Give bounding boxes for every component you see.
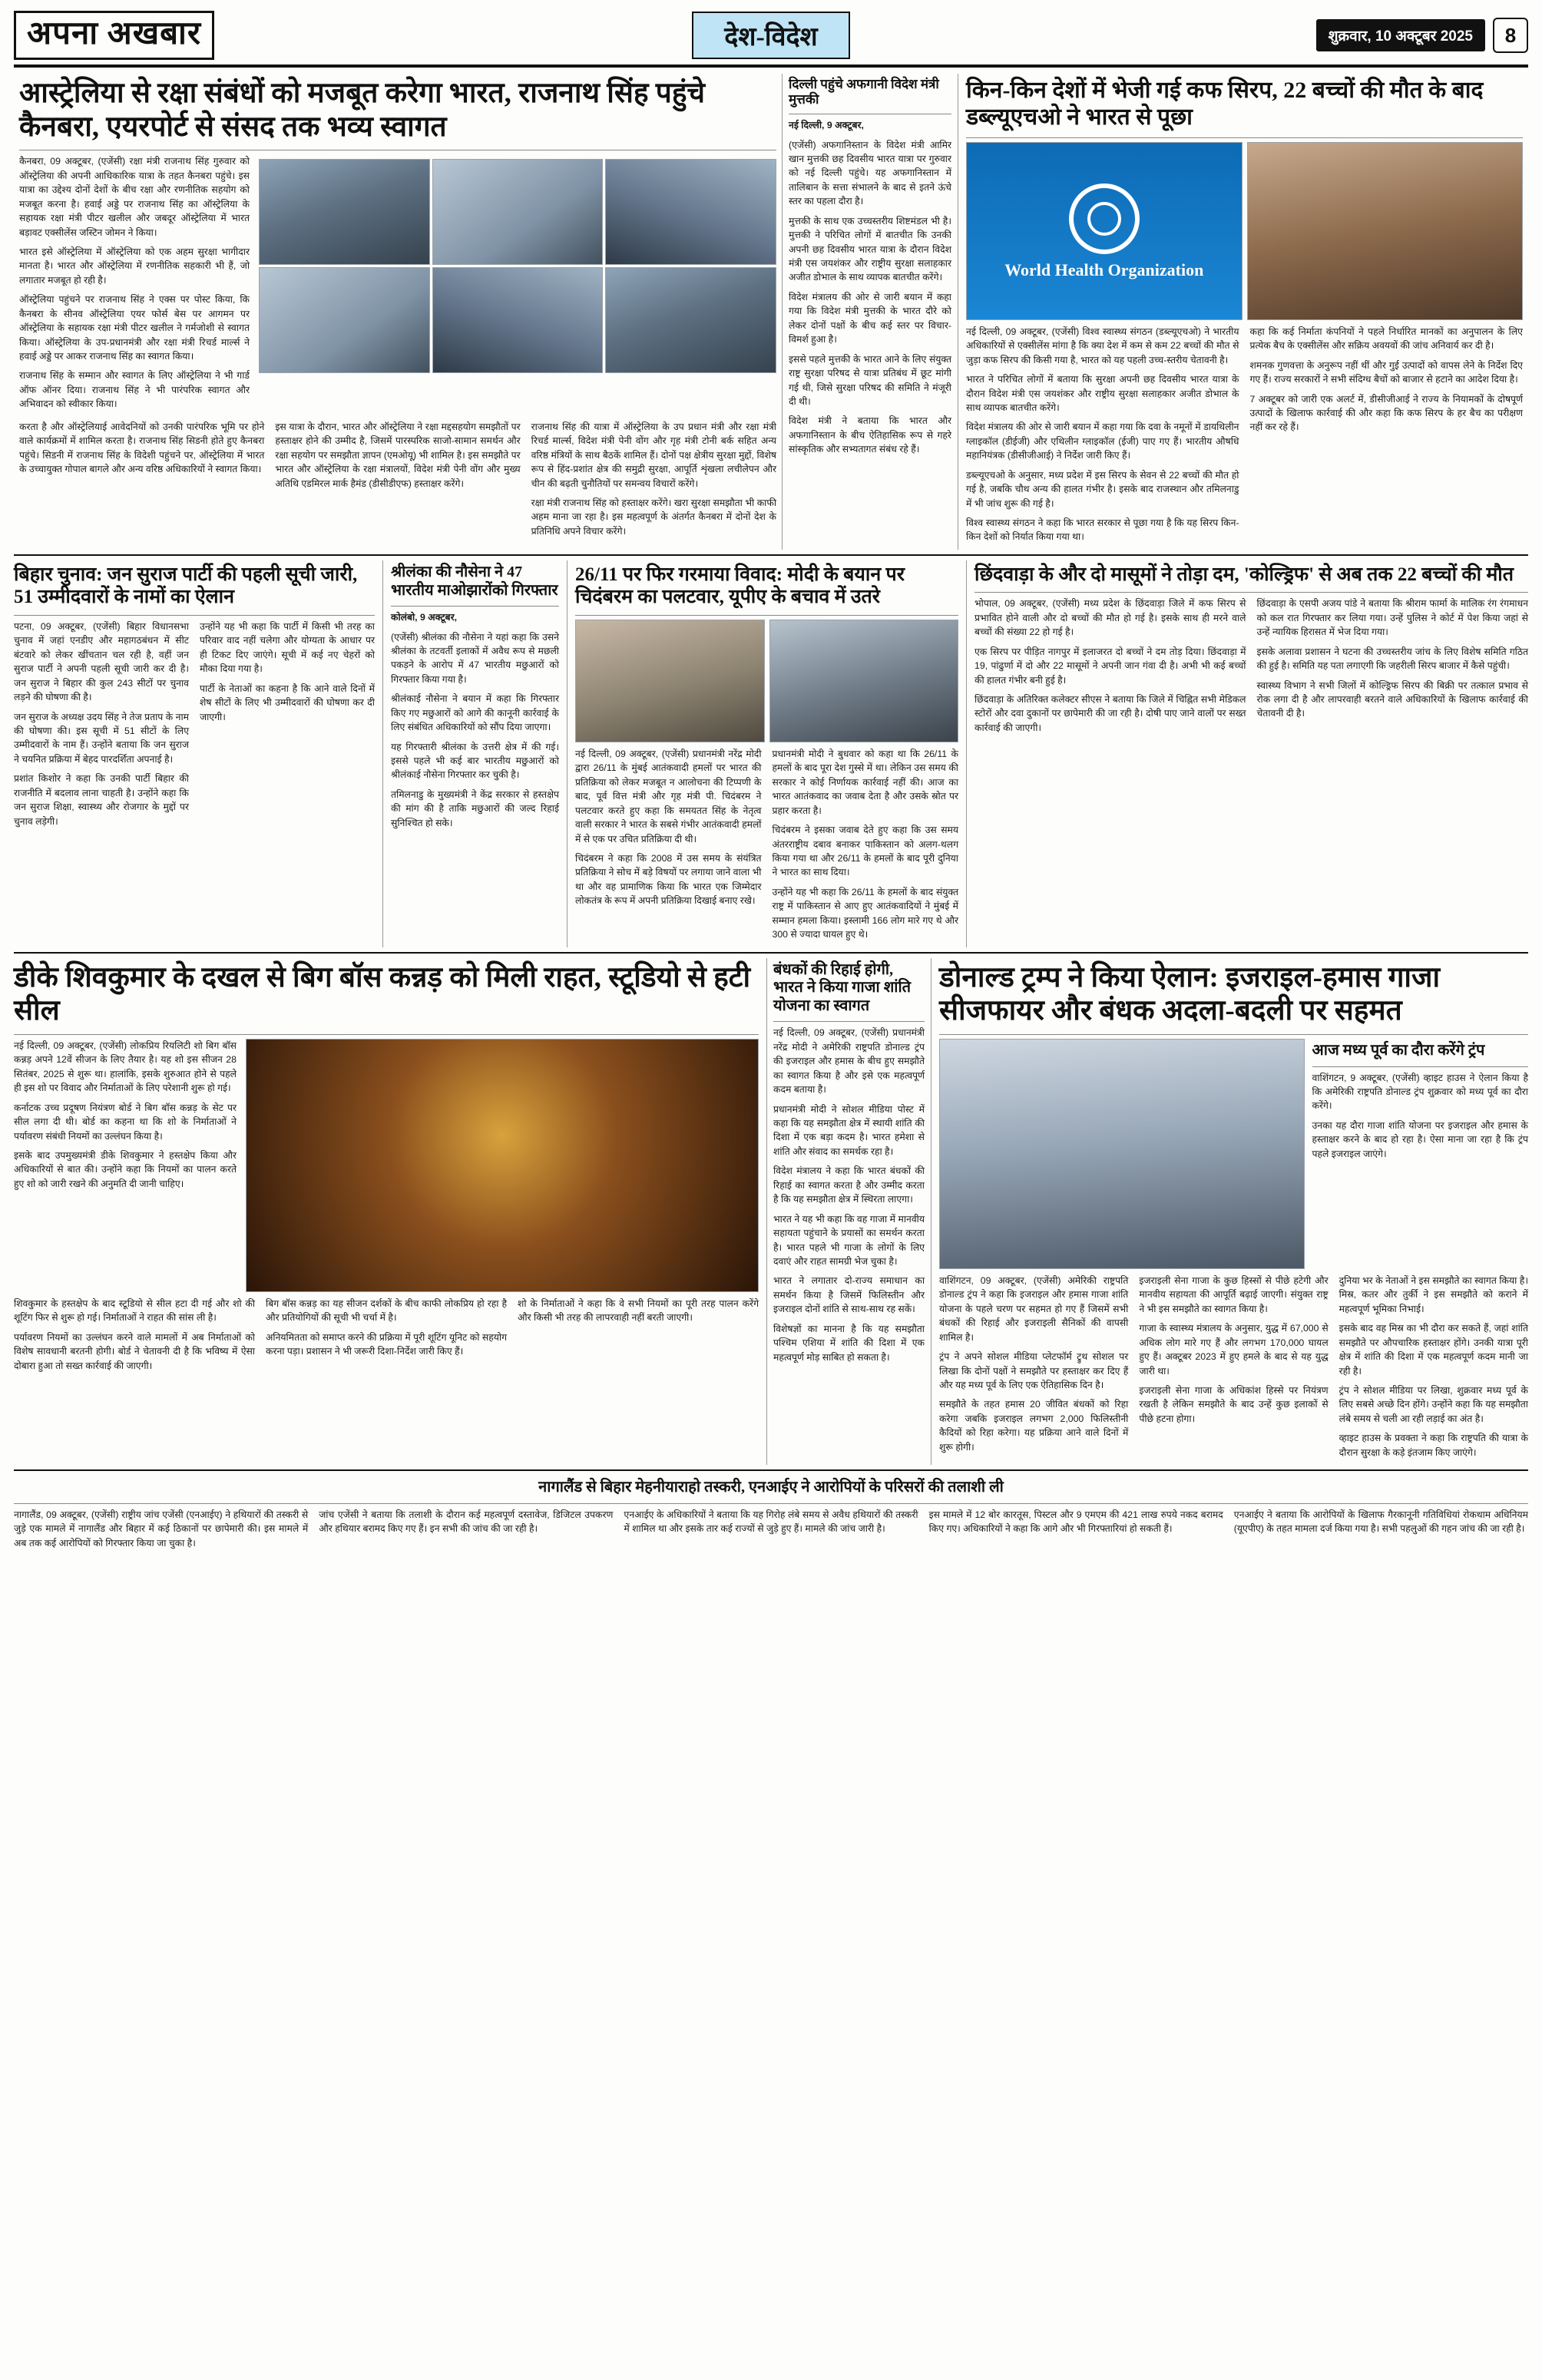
who-para-7: 7 अक्टूबर को जारी एक अलर्ट में, डीसीजीआई ने राज्य के नियामकों के दोषपूर्ण उत्पादों के खिलाफ कार्रवाई की और कहा कि कफ सिरप के हर बैच का परीक्षण नहीं कर रहे हैं। <box>1249 393 1523 433</box>
afghan-para-0: (एजेंसी) अफगानिस्तान के विदेश मंत्री आमिर खान मुत्तकी छह दिवसीय भारत यात्रा पर गुरुवार को नई दिल्ली पहुंचे। यह अफगानिस्तान में तालिबान के सत्ता संभालने के बाद से इतने ऊंचे स्तर का पहला दौरा है। <box>789 139 951 207</box>
srilanka-dateline: कोलंबो, 9 अक्टूबर, <box>391 612 458 623</box>
chidambaram-story <box>567 560 966 947</box>
chidambaram-para-1: चिदंबरम ने कहा कि 2008 में उस समय के संयंत्रित प्रतिक्रिया ने सोच में बड़े विषयों पर लगाया जाने वाला भी था और वह प्रामाणिक किया कि भारत एक जिम्मेदार लोकतंत्र के रूप में अपनी प्रतिक्रिया दिखाई बनाए रखे। <box>575 852 762 907</box>
photo-cough-syrup-bottles <box>1247 142 1524 320</box>
lead-col-1 <box>19 420 264 544</box>
trump-side-para-0: वाशिंगटन, 9 अक्टूबर, (एजेंसी) व्हाइट हाउस ने ऐलान किया है कि अमेरिकी राष्ट्रपति डोनाल्ड ट्रंप शुक्रवार को मध्य पूर्व का दौरा करेंगे। <box>1312 1072 1528 1112</box>
lead-headline: आस्ट्रेलिया से रक्षा संबंधों को मजबूत करेगा भारत, राजनाथ सिंह पहुंचे कैनबरा, एयरपोर्ट से संसद तक भव्य स्वागत <box>19 78 705 143</box>
photo-who-logo <box>966 142 1243 320</box>
lead-para-7: रक्षा मंत्री राजनाथ सिंह को हस्ताक्षर करेंगे। खरा सुरक्षा समझौता भी काफी अहम माना जा रहा है। इस महत्वपूर्ण के अंतर्गत कैनबरा में दोनों देश के प्रतिनिधि अपने विचार करेंगे। <box>531 497 776 537</box>
masthead-left <box>14 11 352 60</box>
srilanka-para-1: श्रीलंकाई नौसेना ने बयान में कहा कि गिरफ्तार किए गए मछुआरों को आगे की कानूनी कार्रवाई के लिए संबंधित अधिकारियों को सौंप दिया जाएगा। <box>391 693 559 733</box>
issue-date: शुक्रवार, 10 अक्टूबर 2025 <box>1316 19 1485 51</box>
chidambaram-para-4: उन्होंने यह भी कहा कि 26/11 के हमलों के बाद संयुक्त राष्ट्र में पाकिस्तान से आए हुए आतंकवादियों ने मुंबई में सम्मान हमला किया। इस्लामी 166 लोग मारे गए थे और 300 से ज्यादा घायल हुए थे। <box>772 886 958 940</box>
srilanka-story <box>382 560 567 947</box>
lead-photo-grid <box>259 159 776 373</box>
who-emblem-icon <box>1069 183 1140 254</box>
bihar-col-1 <box>14 620 189 834</box>
chhindwara-headline: छिंदवाड़ा के और दो मासूमों ने तोड़ा दम, 'कोल्ड्रिफ' से अब तक 22 बच्चों की मौत <box>975 564 1514 585</box>
chidambaram-para-2: प्रधानमंत्री मोदी ने बुधवार को कहा था कि 26/11 के हमलों के बाद पूरा देश गुस्से में था। लेकिन उस समय की सरकार ने कोई निर्णायक कार्रवाई नहीं की। आज का भारत आतंकवाद का जवाब देता है और उसके स्रोत पर प्रहार करता है। <box>772 748 958 816</box>
bottom-para-2: एनआईए के अधिकारियों ने बताया कि यह गिरोह लंबे समय से अवैध हथियारों की तस्करी में शामिल था और इसके तार कई राज्यों से जुड़े हुए हैं। मामले की जांच जारी है। <box>624 1509 918 1535</box>
band-middle <box>14 560 1528 947</box>
bottom-story <box>14 1469 1528 1555</box>
bottom-para-4: एनआईए ने बताया कि आरोपियों के खिलाफ गैरकानूनी गतिविधियां रोकथाम अधिनियम (यूएपीए) के तहत मामला दर्ज किया गया है। सभी पहलुओं की गहन जांच की जा रही है। <box>1233 1509 1528 1535</box>
trump-col-2 <box>1139 1274 1328 1465</box>
shivkumar-story <box>14 958 766 1466</box>
lead-para-4: करता है और ऑस्ट्रेलियाई आवेदनियों को उनकी पारंपरिक भूमि पर होने वाले कार्यक्रमों में शामिल करता है। राजनाथ सिंह सिडनी होते हुए कैनबरा पहुंचे। सिडनी में राजनाथ सिंह के विदेशी पहुंचने पर, ऑस्ट्रेलिया में भारत के उच्चायुक्त गोपाल बागले और अन्य वरिष्ठ अधिकारियों ने स्वागत किया। <box>19 421 265 475</box>
trump-side-para-1: उनका यह दौरा गाजा शांति योजना पर इजराइल और हमास के हस्ताक्षर करने के बाद हो रहा है। ऐसा माना जा रहा है कि ट्रंप पहले इजराइल जाएंगे। <box>1312 1119 1528 1159</box>
hostage-para-3: भारत ने यह भी कहा कि वह गाजा में मानवीय सहायता पहुंचाने के प्रयासों का समर्थन करता है। भारत पहले भी गाजा के लोगों के लिए दवाएं और राहत सामग्री भेज चुका है। <box>773 1213 925 1267</box>
hostage-para-0: नई दिल्ली, 09 अक्टूबर, (एजेंसी) प्रधानमंत्री नरेंद्र मोदी ने अमेरिकी राष्ट्रपति डोनाल्ड ट्रंप की इजराइल और हमास के बीच हुए समझौते का स्वागत किया है और इसे एक महत्वपूर्ण कदम बताया है। <box>773 1027 925 1096</box>
who-logo-block <box>967 143 1242 320</box>
trump-story <box>931 958 1528 1466</box>
srilanka-headline: श्रीलंका की नौसेना ने 47 भारतीय माओझारोंको गिरफ्तार <box>391 563 558 599</box>
chhindwara-para-3: छिंदवाड़ा के एसपी अजय पांडे ने बताया कि श्रीराम फार्मा के मालिक रंग रंगमाधन को कल रात गिरफ्तार कर लिया गया। उन्हें पुलिस ने कोर्ट में पेश किया जहां से उन्हें न्यायिक हिरासत में भेज दिया गया। <box>1256 598 1528 638</box>
hostage-para-2: विदेश मंत्रालय ने कहा कि भारत बंधकों की रिहाई का स्वागत करता है और उम्मीद करता है कि यह समझौता क्षेत्र में स्थिरता लाएगा। <box>773 1165 925 1205</box>
trump-para-2: समझौते के तहत हमास 20 जीवित बंधकों को रिहा करेगा जबकि इजराइल लगभग 2,000 फिलिस्तीनी कैदियों को रिहा करेगा। यह प्रक्रिया आने वाले दिनों में शुरू होगी। <box>939 1399 1129 1453</box>
masthead-right <box>1190 11 1528 60</box>
afghan-para-4: विदेश मंत्री ने बताया कि भारत और अफगानिस्तान के बीच ऐतिहासिक रूप से गहरे सांस्कृतिक और सभ्यतागत संबंध रहे हैं। <box>789 415 951 455</box>
band-bottom <box>14 958 1528 1466</box>
divider-band2 <box>14 952 1528 954</box>
trump-col-3 <box>1339 1274 1528 1465</box>
lead-para-2: ऑस्ट्रेलिया पहुंचने पर राजनाथ सिंह ने एक्स पर पोस्ट किया, कि कैनबरा के सीनव ऑस्ट्रेलिया एयर फोर्स बेस पर आगमन पर ऑस्ट्रेलिया के सहायक रक्षा मंत्री पीटर खलील ने गर्मजोशी से स्वागत किया। ऑस्ट्रेलिया के उप-प्रधानमंत्री और रक्षा मंत्री रिचर्ड मार्ल्स ने हवाई अड्डे पर आकर राजनाथ सिंह का स्वागत किया। <box>19 294 250 362</box>
photo-narendra-modi <box>575 620 765 742</box>
afghan-dateline: नई दिल्ली, 9 अक्टूबर, <box>789 120 864 131</box>
lead-para-5: इस यात्रा के दौरान, भारत और ऑस्ट्रेलिया ने रक्षा मद्दसहयोग समझौतों पर हस्ताक्षर होने की उम्मीद है, जिसमें पारस्परिक साजो-सामान समर्थन और रक्षा सहयोग पर समझौता ज्ञापन (एमओयू) भी शामिल है। इस समझौते पर भारत और ऑस्ट्रेलिया के रक्षा मंत्रालयों, विदेश मंत्री पेनी वोंग और मुख्य अतिथि एडमिरल मार्क हैमंड (डीसीडीएफ) हस्ताक्षर करेंगे। <box>275 421 521 489</box>
lead-col-3 <box>531 420 776 544</box>
trump-side-para-2: इसके बाद वह मिस्र का भी दौरा कर सकते हैं, जहां शांति समझौते पर औपचारिक हस्ताक्षर होंगे। उनकी यात्रा पूरी क्षेत्र में शांति की दिशा में एक महत्वपूर्ण कदम मानी जा रही है। <box>1338 1323 1528 1377</box>
bottom-col-2 <box>319 1508 613 1555</box>
bihar-para-3: उन्होंने यह भी कहा कि पार्टी में किसी भी तरह का परिवार वाद नहीं चलेगा और योग्यता के आधार पर ही टिकट दिए जाएंगे। सूची में कई नए चेहरों को मौका दिया गया है। <box>200 620 375 675</box>
shivkumar-col-2 <box>266 1297 507 1378</box>
bottom-para-3: इस मामले में 12 बोर कारतूस, पिस्टल और 9 एमएम की 421 लाख रुपये नकद बरामद किए गए। अधिकारियों ने कहा कि आगे और भी गिरफ्तारियां हो सकती हैं। <box>928 1509 1223 1535</box>
photo-donald-trump <box>939 1039 1305 1269</box>
band-top <box>14 74 1528 550</box>
who-para-2: विदेश मंत्रालय की ओर से जारी बयान में कहा गया कि दवा के नमूनों में डायथिलीन ग्लाइकॉल (डीईजी) और एथिलीन ग्लाइकॉल (ईजी) पाए गए हैं। भारतीय औषधि महानियंत्रक (डीसीजीआई) ने निर्देश जारी किए हैं। <box>966 421 1239 461</box>
chhindwara-para-1: एक सिरप पर पीड़ित नागपुर में इलाजरत दो बच्चों ने दम तोड़ दिया। छिंदवाड़ा में 19, पांढुर्णा में दो और 22 मासूमों ने अपनी जान गंवा दी है। अभी भी कई बच्चों की हालत गंभीर बनी हुई है। <box>975 646 1246 686</box>
trump-headline: डोनाल्ड ट्रम्प ने किया ऐलान: इजराइल-हमास गाजा सीजफायर और बंधक अदला-बदली पर सहमत <box>939 961 1441 1027</box>
page-number: 8 <box>1493 18 1528 53</box>
srilanka-para-3: तमिलनाडु के मुख्यमंत्री ने केंद्र सरकार से हस्तक्षेप की मांग की है ताकि मछुआरों की जल्द रिहाई सुनिश्चित हो सके। <box>391 788 559 828</box>
who-logo-text: World Health Organization <box>1004 260 1204 280</box>
hostage-headline: बंधकों की रिहाई होगी, भारत ने किया गाजा शांति योजना का स्वागत <box>773 960 912 1014</box>
photo-bigg-boss-kannada-poster <box>246 1039 759 1292</box>
lead-story <box>14 74 782 550</box>
divider-band1 <box>14 554 1528 556</box>
shivkumar-para-3: शिवकुमार के हस्तक्षेप के बाद स्टूडियो से सील हटा दी गई और शो की शूटिंग फिर से शुरू हो गई। निर्माताओं ने राहत की सांस ली है। <box>14 1297 255 1324</box>
chhindwara-col-1 <box>975 597 1246 740</box>
who-story <box>958 74 1528 550</box>
chhindwara-para-5: स्वास्थ्य विभाग ने सभी जिलों में कोल्ड्रिफ सिरप की बिक्री पर तत्काल प्रभाव से रोक लगा दी है और लापरवाही बरतने वाले अधिकारियों के खिलाफ कार्रवाई की चेतावनी दी है। <box>1256 679 1528 719</box>
trump-side-para-3: ट्रंप ने सोशल मीडिया पर लिखा, शुक्रवार मध्य पूर्व के लिए सबसे अच्छे दिन होंगे। उन्होंने कहा कि यह समझौता लंबे समय से चली आ रही लड़ाई का अंत है। <box>1338 1384 1528 1424</box>
bottom-col-4 <box>929 1508 1223 1555</box>
trump-para-4: गाजा के स्वास्थ्य मंत्रालय के अनुसार, युद्ध में 67,000 से अधिक लोग मारे गए हैं और लगभग 170,000 घायल हुए हैं। अक्टूबर 2023 में हुए हमले के बाद से यह युद्ध जारी था। <box>1139 1323 1329 1377</box>
chhindwara-col-2 <box>1257 597 1529 740</box>
who-col-1 <box>966 325 1239 550</box>
afghan-para-1: मुत्तकी के साथ एक उच्चस्तरीय शिष्टमंडल भी है। मुत्तकी ने परिचित लोगों में बातचीत कि उनकी अपनी छह दिवसीय भारत यात्रा के दौरान विदेश मंत्री एस जयशंकर और राष्ट्रीय सुरक्षा सलाहकार अजीत डोभाल के साथ व्यापक बातचीत करेंगे। <box>789 215 951 283</box>
who-para-3: डब्ल्यूएचओ के अनुसार, मध्य प्रदेश में इस सिरप के सेवन से 22 बच्चों की मौत हो गई है, जबकि चौथ अन्य की हालत गंभीर है। इसके बाद राजस्थान और तमिलनाडु में भी जांच शुरू की गई है। <box>966 469 1239 509</box>
chidambaram-para-3: चिदंबरम ने इसका जवाब देते हुए कहा कि उस समय अंतरराष्ट्रीय दबाव बनाकर पाकिस्तान को अलग-थलग किया गया था और 26/11 के हमलों के बाद पूरी दुनिया ने भारत का साथ दिया। <box>772 825 958 878</box>
trump-side-headline: आज मध्य पूर्व का दौरा करेंगे ट्रंप <box>1312 1041 1485 1059</box>
afghan-headline: दिल्ली पहुंचे अफगानी विदेश मंत्री मुत्तकी <box>789 77 939 107</box>
shivkumar-para-7: शो के निर्माताओं ने कहा कि वे सभी नियमों का पूरी तरह पालन करेंगे और किसी भी तरह की लापरवाही नहीं बरती जाएगी। <box>518 1297 759 1324</box>
afghan-para-2: विदेश मंत्रालय की ओर से जारी बयान में कहा गया कि विदेश मंत्री मुत्तकी के भारत दौरे को लेकर दोनों पक्षों के बीच कई स्तर पर विचार-विमर्श हुआ है। <box>789 291 951 345</box>
bihar-para-2: प्रशांत किशोर ने कहा कि उनकी पार्टी बिहार की राजनीति में बदलाव लाना चाहती है। उन्होंने कहा कि जन सुराज शिक्षा, स्वास्थ्य और रोजगार के मुद्दों पर चुनाव लड़ेगी। <box>14 773 189 827</box>
photo-rajnath-aircraft-arrival <box>605 159 776 265</box>
bihar-para-1: जन सुराज के अध्यक्ष उदय सिंह ने तेज प्रताप के नाम की घोषणा की। इस सूची में 51 सीटों के लिए उम्मीदवारों के नाम हैं। उन्होंने बताया कि जन सुराज ने चयनित प्रक्रिया में बेहद पारदर्शिता अपनाई है। <box>14 711 189 765</box>
trump-col-1 <box>939 1274 1128 1465</box>
photo-rajnath-with-ministers <box>605 267 776 373</box>
photo-p-chidambaram <box>769 620 959 742</box>
trump-para-5: इजराइली सेना गाजा के अधिकांश हिस्से पर नियंत्रण रखती है लेकिन समझौते के बाद उन्हें कुछ इलाकों से पीछे हटना होगा। <box>1139 1384 1329 1424</box>
srilanka-para-0: (एजेंसी) श्रीलंका की नौसेना ने यहां कहा कि उसने श्रीलंका के तटवर्ती इलाकों में अवैध रूप से मछली पकड़ने के आरोप में 47 भारतीय मछुआरों को गिरफ्तार किया गया है। <box>391 631 559 685</box>
who-para-1: भारत ने परिचित लोगों में बताया कि सुरक्षा अपनी छह दिवसीय भारत यात्रा के दौरान विदेश मंत्री एस जयशंकर और राष्ट्रीय सुरक्षा सलाहकार अजीत डोभाल के साथ व्यापक बातचीत करेंगे। <box>966 374 1239 413</box>
who-para-4: विश्व स्वास्थ्य संगठन ने कहा कि भारत सरकार से पूछा गया है कि यह सिरप किन-किन देशों को निर्यात किया गया था। <box>966 517 1239 543</box>
trump-side-para-4: व्हाइट हाउस के प्रवक्ता ने कहा कि राष्ट्रपति की यात्रा के दौरान सुरक्षा के कड़े इंतजाम किए जाएंगे। <box>1338 1433 1528 1458</box>
trump-para-3: इजराइली सेना गाजा के कुछ हिस्सों से पीछे हटेगी और मानवीय सहायता की आपूर्ति बढ़ाई जाएगी। संयुक्त राष्ट्र ने भी इस समझौते का स्वागत किया है। <box>1139 1274 1329 1314</box>
shivkumar-para-6: अनियमितता को समाप्त करने की प्रक्रिया में पूरी शूटिंग यूनिट को सहयोग करना पड़ा। प्रशासन ने भी जरूरी दिशा-निर्देश जारी किए हैं। <box>266 1331 507 1357</box>
bottom-para-0: नागालैंड, 09 अक्टूबर, (एजेंसी) राष्ट्रीय जांच एजेंसी (एनआईए) ने हथियारों की तस्करी से जुड़े एक मामले में नागालैंड और बिहार में कई ठिकानों पर छापेमारी की। इस मामले में अब तक कई आरोपियों को गिरफ्तार किया जा चुका है। <box>14 1509 309 1549</box>
bottom-headline: नागालैंड से बिहार मेहनीयाराहो तस्करी, एनआईए ने आरोपियों के परिसरों की तलाशी ली <box>538 1479 1004 1496</box>
who-para-5: कहा कि कई निर्माता कंपनियों ने पहले निर्धारित मानकों का अनुपालन के लिए प्रत्येक बैच के एक्सीलेंस और सक्रिय अवयवों की जांच अनिवार्य कर दी है। <box>1249 326 1523 352</box>
bihar-para-4: पार्टी के नेताओं का कहना है कि आने वाले दिनों में शेष सीटों के लिए भी उम्मीदवारों की घोषणा कर दी जाएगी। <box>200 683 375 722</box>
masthead-center <box>352 11 1190 60</box>
chidambaram-col-2 <box>773 747 959 947</box>
lead-para-1: भारत इसे ऑस्ट्रेलिया में ऑस्ट्रेलिया को एक अहम सुरक्षा भागीदार मानता है। भारत और ऑस्ट्रेलिया में रणनीतिक सहकारी भी हैं, जो लगातार मजबूत हो रही है। <box>19 246 250 286</box>
photo-rajnath-airport-handshake <box>259 159 430 265</box>
who-col-2 <box>1250 325 1524 550</box>
photo-ceremonial-welcome <box>432 267 604 373</box>
chidambaram-para-0: नई दिल्ली, 09 अक्टूबर, (एजेंसी) प्रधानमंत्री नरेंद्र मोदी द्वारा 26/11 के मुंबई आतंकवादी हमलों पर भारत की प्रतिक्रिया को लेकर मजबूत न आलोचना की टिप्पणी के बाद, पूर्व वित्त मंत्री और गृह मंत्री पी. चिदंबरम ने पलटवार करते हुए कहा कि समयतत सिंह के नेतृत्व वाली सरकार ने भारत के सबसे गंभीर आतंकवादी हमलों में से एक पर उचित प्रतिक्रिया दी थी। <box>575 748 762 845</box>
bottom-col-5 <box>1234 1508 1528 1555</box>
hostage-story <box>766 958 931 1466</box>
who-para-6: शमनक गुणवत्ता के अनुरूप नहीं थीं और गुई उत्पादों को वापस लेने के निर्देश दिए गए हैं। राज्य सरकारों ने सभी संदिग्ध बैचों को बाजार से हटाने का आदेश दिया है। <box>1249 359 1523 385</box>
bottom-para-1: जांच एजेंसी ने बताया कि तलाशी के दौरान कई महत्वपूर्ण दस्तावेज, डिजिटल उपकरण और हथियार बरामद किए गए हैं। इन सभी की जांच की जा रही है। <box>319 1509 614 1535</box>
photo-rajnath-walking-delegation <box>432 159 604 265</box>
bottom-col-1 <box>14 1508 308 1555</box>
shivkumar-col-1 <box>14 1297 255 1378</box>
bihar-col-2 <box>200 620 375 834</box>
hostage-para-1: प्रधानमंत्री मोदी ने सोशल मीडिया पोस्ट में कहा कि यह समझौता क्षेत्र में स्थायी शांति की दिशा में एक बड़ा कदम है। भारत हमेशा से शांति और संवाद का समर्थक रहा है। <box>773 1103 925 1157</box>
bottom-col-3 <box>624 1508 918 1555</box>
chhindwara-para-2: छिंदवाड़ा के अतिरिक्त कलेक्टर सीएस ने बताया कि जिले में चिह्नित सभी मेडिकल स्टोरों और दवा दुकानों पर छापेमारी की जा रही है। दोषी पाए जाने वालों पर सख्त कार्रवाई की जाएगी। <box>975 694 1246 733</box>
section-title: देश-विदेश <box>692 12 849 59</box>
hostage-para-5: विशेषज्ञों का मानना है कि यह समझौता पश्चिम एशिया में शांति की दिशा में एक महत्वपूर्ण मोड़ साबित हो सकता है। <box>773 1323 925 1363</box>
shivkumar-para-0: नई दिल्ली, 09 अक्टूबर, (एजेंसी) लोकप्रिय रियलिटी शो बिग बॉस कन्नड़ अपने 12वें सीजन के लिए तैयार है। यह शो इस सीजन 28 सितंबर, 2025 से शुरू था। हालांकि, इसके शुरुआत होने से पहले ही इस शो पर विवाद और निर्माताओं के लिए परेशानी शुरू हो गई। <box>14 1040 237 1094</box>
trump-para-1: ट्रंप ने अपने सोशल मीडिया प्लेटफॉर्म ट्रुथ सोशल पर लिखा कि दोनों पक्षों ने समझौते पर हस्ताक्षर कर दिए हैं और यह मध्य पूर्व के लिए एक ऐतिहासिक दिन है। <box>939 1351 1129 1390</box>
trump-para-6: दुनिया भर के नेताओं ने इस समझौते का स्वागत किया है। मिस्र, कतर और तुर्की ने इस समझौते को कराने में महत्वपूर्ण भूमिका निभाई। <box>1338 1274 1528 1314</box>
chhindwara-para-4: इसके अलावा प्रशासन ने घटना की उच्चस्तरीय जांच के लिए विशेष समिति गठित की हुई है। समिति यह पता लगाएगी कि जहरीली सिरप बाजार में कैसे पहुंची। <box>1256 646 1528 672</box>
lead-para-3: राजनाथ सिंह के सम्मान और स्वागत के लिए ऑस्ट्रेलिया ने भी गार्ड ऑफ ऑनर दिया। राजनाथ सिंह ने भी पारंपरिक स्वागत और अभिवादन को स्वीकार किया। <box>19 370 250 410</box>
afghan-story <box>782 74 958 550</box>
chhindwara-para-0: भोपाल, 09 अक्टूबर, (एजेंसी) मध्य प्रदेश के छिंदवाड़ा जिले में कफ सिरप से प्रभावित होने वाली और दो बच्चों की मौत हो गई है। इसके साथ ही मरने वाले बच्चों की संख्या 22 हो गई है। <box>975 598 1246 638</box>
who-headline: किन-किन देशों में भेजी गई कफ सिरप, 22 बच्चों की मौत के बाद डब्ल्यूएचओ ने भारत से पूछा <box>966 78 1484 131</box>
srilanka-para-2: यह गिरफ्तारी श्रीलंका के उत्तरी क्षेत्र में की गई। इससे पहले भी कई बार भारतीय मछुआरों को श्रीलंकाई नौसेना गिरफ्तार कर चुकी है। <box>391 741 559 781</box>
afghan-para-3: इससे पहले मुत्तकी के भारत आने के लिए संयुक्त राष्ट्र सुरक्षा परिषद से यात्रा प्रतिबंध में छूट मांगी गई थी, जिसे सुरक्षा परिषद की समिति ने मंजूरी दी थी। <box>789 353 951 407</box>
who-para-0: नई दिल्ली, 09 अक्टूबर, (एजेंसी) विश्व स्वास्थ्य संगठन (डब्ल्यूएचओ) ने भारतीय अधिकारियों से एक्सीलेंस मांगा है कि क्या देश में कम से कम 22 बच्चों की मौत से जुड़ा कफ सिरप की किसी गया है, भारत को यह पहली उच्च-स्तरीय चेतावनी है। <box>966 326 1239 365</box>
lead-para-0: कैनबरा, 09 अक्टूबर, (एजेंसी) रक्षा मंत्री राजनाथ सिंह गुरुवार को ऑस्ट्रेलिया की अपनी आधिकारिक यात्रा के तहत कैनबरा पहुंचे। इस यात्रा का उद्देश्य दोनों देशों के बीच रक्षा और रणनीतिक सहयोग को मजबूत करना है। हवाई अड्डे पर राजनाथ सिंह का ऑस्ट्रेलिया के सहायक रक्षा मंत्री पीटर खलील और जबदूर ऑस्ट्रेलिया में भारत बड़ावट एक्सीलेंस जस्टिन जोमन ने किया। <box>19 156 250 238</box>
shivkumar-col-3 <box>518 1297 759 1378</box>
shivkumar-para-1: कर्नाटक उच्च प्रदूषण नियंत्रण बोर्ड ने बिग बॉस कन्नड़ के सेट पर सील लगा दी थी। बोर्ड का कहना था कि शो के निर्माताओं ने पर्यावरण संबंधी नियमों का उल्लंघन किया है। <box>14 1102 237 1142</box>
bihar-headline: बिहार चुनाव: जन सुराज पार्टी की पहली सूची जारी, 51 उम्मीदवारों के नामों का ऐलान <box>14 564 358 608</box>
shivkumar-headline: डीके शिवकुमार के दखल से बिग बॉस कन्नड़ को मिली राहत, स्टूडियो से हटी सील <box>14 961 751 1027</box>
shivkumar-para-4: पर्यावरण नियमों का उल्लंघन करने वाले मामलों में अब निर्माताओं को विशेष सावधानी बरतनी होगी। बोर्ड ने चेतावनी दी है कि भविष्य में ऐसा दोबारा हुआ तो सख्त कार्रवाई की जाएगी। <box>14 1331 255 1371</box>
newspaper-logo: अपना अखबार <box>14 11 214 60</box>
bihar-story <box>14 560 382 947</box>
bihar-para-0: पटना, 09 अक्टूबर, (एजेंसी) बिहार विधानसभा चुनाव में जहां एनडीए और महागठबंधन में सीट बंटवारे को लेकर खींचतान चल रही है, वहीं जन सुराज पार्टी ने अपनी पहली सूची जारी कर दी है। जन सुराज ने बिहार की कुल 243 सीटों पर चुनाव लड़ने की घोषणा की है। <box>14 620 189 703</box>
trump-para-0: वाशिंगटन, 09 अक्टूबर, (एजेंसी) अमेरिकी राष्ट्रपति डोनाल्ड ट्रंप ने कहा कि इजराइल और हमास गाजा शांति योजना के पहले चरण पर सहमत हो गए हैं जिसमें सभी बंधकों की रिहाई और इजराइली सैनिकों की वापसी शामिल है। <box>939 1274 1129 1343</box>
photo-guard-of-honour <box>259 267 430 373</box>
lead-para-6: राजनाथ सिंह की यात्रा में ऑस्ट्रेलिया के उप प्रधान मंत्री और रक्षा मंत्री रिचर्ड मार्ल्स, विदेश मंत्री पेनी वोंग और गृह मंत्री टोनी बर्क सहित अन्य वरिष्ठ मंत्रियों के साथ बैठकें शामिल हैं। दोनों पक्ष क्षेत्रीय सुरक्षा मुद्दों, विशेष रूप से हिंद-प्रशांत क्षेत्र की समुद्री सुरक्षा, आपूर्ति शृंखला लचीलेपन और चीन की बढ़ती चुनौतियों पर समन्वय विचारों करेंगे। <box>531 421 776 489</box>
hostage-para-4: भारत ने लगातार दो-राज्य समाधान का समर्थन किया है जिसमें फिलिस्तीन और इजराइल दोनों शांति से साथ-साथ रह सकें। <box>773 1275 925 1315</box>
masthead <box>14 11 1528 68</box>
chidambaram-headline: 26/11 पर फिर गरमाया विवाद: मोदी के बयान पर चिदंबरम का पलटवार, यूपीए के बचाव में उतरे <box>575 564 905 608</box>
shivkumar-para-2: इसके बाद उपमुख्यमंत्री डीके शिवकुमार ने हस्तक्षेप किया और अधिकारियों से बात की। उन्होंने कहा कि नियमों का पालन करते हुए शो को जारी रखने की अनुमति दी जानी चाहिए। <box>14 1149 237 1189</box>
lead-col-2 <box>275 420 520 544</box>
chidambaram-col-1 <box>575 747 762 947</box>
chhindwara-story <box>966 560 1528 947</box>
shivkumar-para-5: बिग बॉस कन्नड़ का यह सीजन दर्शकों के बीच काफी लोकप्रिय हो रहा है और प्रतियोगियों की सूची भी चर्चा में है। <box>266 1297 507 1324</box>
